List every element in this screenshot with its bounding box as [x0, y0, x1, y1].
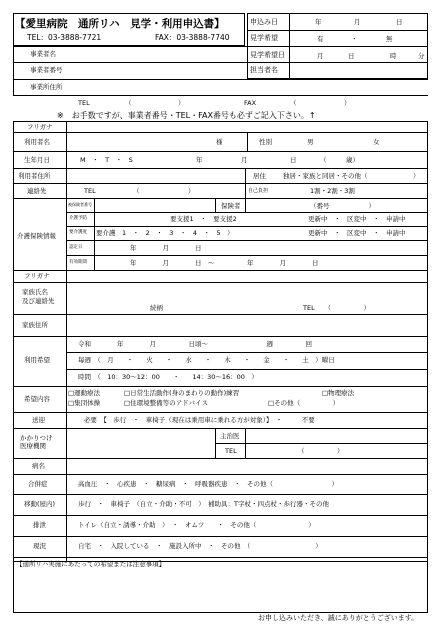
office-fax-open: （: [290, 99, 297, 107]
office-tel-open: （: [125, 99, 132, 107]
wish-time[interactable]: 時間 （ 10：30〜12：00 ・ 14：30〜16：00 ）: [78, 373, 258, 381]
excretion-options[interactable]: トイレ（自立・誘導・介助 ） ・ オムツ ・ その他（ ）: [78, 521, 315, 529]
family-relation: 続柄: [150, 304, 163, 312]
office-fax-close: ）: [344, 99, 351, 107]
remarks-label: 【通所リハ実施にあたっての希望または注意事項】: [16, 560, 166, 568]
visit-wish-label: 見学希望: [250, 34, 278, 42]
office-note: ※ お手数ですが、事業者番号・TEL・FAX番号も必ずご記入下さい。↑: [57, 111, 316, 120]
wish-label: 利用希望: [24, 356, 50, 364]
contact-label: 連絡先: [27, 187, 47, 195]
sex-male[interactable]: 男: [307, 138, 314, 146]
yobo-label: 介護予防: [69, 216, 87, 221]
living-options[interactable]: 独居・家族と同居・その他（ ）: [283, 172, 420, 180]
visit-yes[interactable]: 有: [317, 35, 324, 43]
contact-open: （: [133, 187, 140, 195]
opt-physical[interactable]: □物理療法: [322, 389, 355, 397]
sex-label: 性別: [259, 138, 272, 146]
office-address-label: 事業所住所: [30, 83, 63, 91]
birth-year: 年: [196, 156, 203, 164]
opt-housing[interactable]: □住環境整備等のアドバイス: [124, 399, 208, 407]
family-address-label: 家族住所: [22, 321, 48, 329]
insurer-no-label: 被保険者番号: [68, 202, 92, 207]
content-label: 希望内容: [24, 395, 50, 403]
apply-month: 月: [354, 18, 361, 26]
user-sama: 様: [216, 138, 223, 146]
opt-group[interactable]: □集団体操: [68, 399, 101, 407]
nintei-date: 年 月 日: [130, 244, 202, 252]
status-label: 現況: [33, 542, 46, 550]
sex-female[interactable]: 女: [373, 138, 380, 146]
excretion-label: 排泄: [33, 521, 46, 529]
doctor-name-label: 主治医: [220, 432, 240, 440]
yobo-status[interactable]: 更新中 ・ 区変中 ・ 申請中: [308, 215, 406, 223]
wish-start[interactable]: 令和 年 月 日頃〜 週 回: [78, 340, 312, 348]
birth-age: （ 歳）: [320, 156, 359, 164]
complication-options[interactable]: 高血圧 ・ 心疾患 ・ 糖尿病 ・ 呼吸器疾患 ・ その他（ ）: [78, 480, 338, 488]
mobility-label: 移動(屋内): [24, 500, 56, 508]
header: [13, 13, 243, 46]
birth-day: 日: [290, 156, 297, 164]
apply-year: 年: [315, 18, 322, 26]
header-fax: FAX：03-3888-7740: [155, 33, 230, 42]
kikan-dates: 年 月 日 〜 年 月 日: [130, 259, 319, 267]
kikan-label: 有効期間: [69, 260, 87, 265]
form-title: 【愛里病院 通所リハ 見学・利用申込書】: [15, 18, 225, 30]
mobility-options[interactable]: 歩行 ・ 車椅子 （自立・介助・不可 ） 補助具：T字杖・四点杖・歩行器・その他: [78, 500, 329, 508]
kaigo-status[interactable]: 更新中 ・ 区変中 ・ 申請中: [308, 229, 406, 237]
transport-label: 送迎: [32, 416, 45, 424]
copay-options[interactable]: 1割・2割・3割: [310, 187, 355, 195]
visit-hour: 時: [390, 52, 397, 60]
complication-label: 合併症: [28, 480, 48, 488]
user-address-label: 利用者住所: [18, 172, 51, 180]
kaigo-label: 要介護度: [69, 230, 87, 235]
visit-no[interactable]: 無: [386, 35, 393, 43]
contact-tel: TEL: [84, 187, 96, 195]
office-tel-label: TEL: [78, 99, 90, 107]
apply-date-label: 申込み日: [250, 18, 278, 26]
visit-minute: 分: [418, 52, 425, 60]
doctor-label: かかりつけ 医療機関: [20, 434, 53, 451]
office-tel-close: ）: [178, 99, 185, 107]
user-name-label: 利用者名: [24, 138, 50, 146]
insurer-label: 保険者: [221, 202, 241, 210]
visit-dot: ・: [351, 35, 358, 43]
yobo-options[interactable]: 要支援1 ・ 要支援2: [170, 215, 237, 223]
insurer-bango: （番号 ）: [310, 202, 375, 210]
doctor-tel-label: TEL: [225, 447, 237, 455]
birth-era[interactable]: M ・ T ・ S: [80, 156, 133, 164]
birth-label: 生年月日: [24, 156, 50, 164]
birth-month: 月: [241, 156, 248, 164]
header-tel: TEL：03-3888-7721: [27, 33, 102, 42]
apply-day: 日: [396, 18, 403, 26]
visit-month: 月: [317, 52, 324, 60]
opt-exercise[interactable]: □運動療法: [68, 389, 101, 397]
living-label: 居住: [253, 172, 266, 180]
wish-days[interactable]: 毎週 （ 月 ・ 火 ・ 水 ・ 木 ・ 金 ・ 土 ）曜日: [78, 356, 335, 364]
visit-date-label: 見学希望日: [250, 51, 285, 59]
transport-options[interactable]: 必要 【 歩行 ・ 車椅子（現在は乗用車に乗れる方が対象）】 ・ 不要: [84, 416, 315, 424]
kaigo-options[interactable]: 要介護 1 ・ 2 ・ 3 ・ 4 ・ 5 ）: [96, 229, 234, 237]
contact-close: ）: [188, 187, 195, 195]
disease-label: 病名: [32, 462, 45, 470]
copay-label: 自己負担: [248, 188, 269, 194]
footer-thanks: お申し込みいただき、誠にありがとうございます。: [258, 614, 419, 622]
opt-adl[interactable]: □日常生活動作(身のまわりの動作)練習: [124, 389, 240, 397]
doctor-tel-paren: （ ）: [298, 447, 344, 455]
status-options[interactable]: 自宅 ・ 入院している ・ 施設入所中 ・ その他 （ ）: [78, 542, 322, 550]
office-name-label: 事業者名: [30, 50, 56, 58]
user-furigana-label: フリガナ: [27, 123, 53, 131]
family-tel: TEL （ ）: [303, 304, 370, 312]
family-furigana-label: フリガナ: [24, 272, 50, 280]
office-number-label: 事業者番号: [30, 66, 63, 74]
staff-label: 担当者名: [250, 66, 278, 74]
insurance-label: 介護保険情報: [17, 232, 56, 240]
office-fax-label: FAX: [244, 99, 257, 107]
opt-other[interactable]: □その他（ ）: [268, 399, 340, 407]
visit-day: 日: [348, 52, 355, 60]
family-name-label: 家族氏名 及び連絡先: [22, 288, 55, 305]
nintei-label: 認定日: [69, 245, 83, 250]
